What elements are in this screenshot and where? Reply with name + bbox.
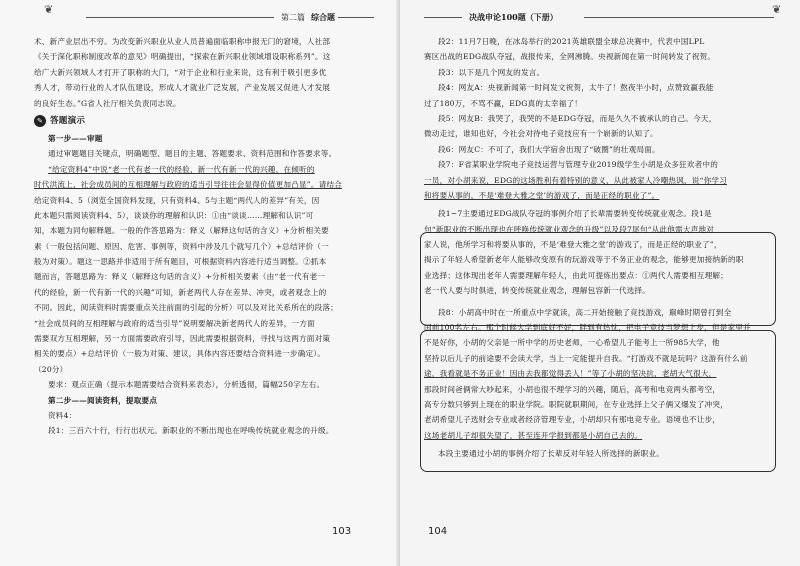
text-line: 给广大新兴领域人才打开了职称的大门，“对于企业和行业来说，这有利于吸引更多优 — [34, 67, 327, 77]
pen-icon: ✎ — [34, 115, 46, 127]
text-line: 段1：三百六十行，行行出状元。新职业的不断出现也在呼唤传统就业观念的升级。 — [48, 426, 334, 436]
header-category: 综合题 — [308, 12, 338, 23]
text-line: 素（一般包括问题、原因、危害、事例等，资料中涉及几个就写几个）+总结评价（一 — [34, 241, 329, 251]
closing-line: 本段主要通过小胡的事例介绍了长辈反对年轻人所选择的新职业。 — [438, 449, 665, 459]
text-line: 那段时间爸俩常大吵起来，小胡也很不理学习的兴趣，随后，高考和电竞两头都考空， — [424, 384, 721, 394]
left-body — [34, 34, 364, 439]
text-line: 一员，对小胡来说，EDG的这场胜利有着特别的意义，从此被家人冷嘲热讽，说“你学习 — [424, 175, 727, 185]
text-line: 资料4： — [48, 410, 77, 420]
text-line: 的良好生态。”G省人社厅相关负责同志说。 — [34, 98, 181, 108]
text-line: 微动走过，谁知也好，今社会对待电子竞技应有一个崭新的认知了。 — [424, 129, 658, 139]
text-line: 般为对策）。题这一思路并非适用于所有题目，可根据资料内容进行适当调整。②抓本 — [34, 257, 327, 267]
text-line: 老胡希望儿子选财会专业或者经济管理专业，小胡却只有那电竞专业。语境也不让步， — [424, 415, 721, 425]
page-number: 104 — [428, 526, 448, 537]
step1-title: 第一步——审题 — [48, 133, 103, 143]
text-line: 《关于深化职称制度改革的意见》明确提出，“探索在新兴职业领域增设职称系列”。这 — [34, 52, 331, 62]
page-number: 103 — [332, 526, 352, 537]
text-line: 国前100名左右。那个时候大学到底好不好，胖到有热忱，把电子竞技当梦想上步，但是家里并 — [424, 323, 751, 333]
summary-line: 业选择；这体现出老年人需要理解年轻人，由此可提炼出要点：①两代人需要相互理解； — [424, 270, 728, 280]
text-line: 要求：观点正确（提示本题需要结合资料来表态），分析透彻，篇幅250字左右。 — [48, 380, 325, 390]
summary-line: 揭示了年轻人希望新老年人能够改变原有的玩游戏等于不务正业的观念，能够更加接纳新的职 — [424, 255, 744, 265]
leaf-icon: ❦ — [44, 3, 54, 16]
text-line: 过了180万，不骂不赢，EDG真的太幸福了！ — [424, 98, 583, 108]
text-line: 此本题只需阅读资料4、5），谈谈你的理解和认识：①由“谈谈……理解和认识”可 — [34, 210, 314, 220]
text-line: 知，本题为同句解释题。一般的作答思路为：释义（解释这句话的含义）+分析相关要 — [34, 226, 329, 236]
text-line: 通过审题题目关键点，明确题型、题目的主题、答题要求、资料范围和作答要求等。 — [48, 149, 337, 159]
text-line: 相关的要点）+总结评价（一般为对策、建议，具体内容还要结合资料进一步确定）。 — [34, 349, 326, 359]
section-title: 答题演示 — [50, 115, 86, 126]
text-line: 途，我看就是不务正业！因由去我都觉得丢人！”等了小胡的坚决抗，老胡大气很大， — [424, 369, 717, 379]
text-line: 这场老胡儿子却很失望了，甚至连开学报到都是小胡自己去的。 — [424, 430, 643, 440]
header-title: 决战申论100题（下册） — [466, 12, 561, 23]
step2-title: 第二步——阅读资料，提取要点 — [48, 395, 158, 405]
text-line: “给定资料4”中说“老一代有老一代的经验，新一代有新一代的兴趣，在倾听的 — [48, 164, 315, 174]
text-line: 段8：小胡高中时在一所重点中学就读，高二开始接触了竞技游戏，巅峰时期曾打到全 — [438, 307, 732, 317]
text-line: 题而言，答题思路为：释义（解释这句话的含义）+分析相关要素（由“老一代有老一 — [34, 272, 326, 282]
text-line: 不同。因此，阅读资料时需要重点关注前面的引起的分析）可以及对比关系所在的段落； — [34, 303, 338, 313]
text-line: 给定资料4、5（浏览全国资料发现，只有资料4、5与主题“两代人的差异”有关，因 — [34, 195, 320, 205]
right-header — [424, 6, 774, 28]
text-line: 和将要从事的，不是‘难登大雅之堂’的游戏了，而是正经的职业了”。 — [424, 190, 660, 200]
summary-line: 老一代人要与时俱进，转变传统就业观念，理解包容新一代选择。 — [424, 286, 651, 296]
right-body — [424, 34, 772, 462]
text-line: 术、新产业层出不穷。为改变新兴职业从业人员普遍面临职称申报无门的窘境，人社部 — [34, 37, 331, 46]
summary-line: 家人说，他所学习和将要从事的，不是‘难登大雅之堂’的游戏了，而是正经的职业了”， — [424, 240, 722, 250]
left-header — [34, 6, 374, 28]
text-line: 赛区出战的EDG战队夺冠，战报传来，全网沸腾。央视新闻在第一时间转发了祝贺。 — [424, 52, 716, 62]
text-line: 不是好你，小胡的父亲是一所中学的历史老师，一心希望儿子能考上一所985大学，他 — [424, 338, 720, 348]
text-line: 高专分数只够到上现在的职业学院。职院就职期间，在专业选择上父子俩又爆发了冲突， — [424, 399, 728, 409]
text-line: 段3：以下是几个网友的发言。 — [438, 67, 545, 77]
section-heading — [34, 113, 364, 130]
right-page — [400, 0, 800, 566]
text-line: 段4：网友A：央视新闻第一时间发文祝贺，太牛了！熬夜半小时，点赞致赢我能 — [438, 83, 714, 93]
leaf-icon: ❦ — [772, 3, 782, 16]
text-line: 坚持以后儿子的前途要不会读大学，当上一定能提升自我。“打游戏不就是玩吗？这游有什么前 — [424, 353, 748, 363]
text-line: 秀人才，带动行业的人才队伍建设，形成人才就业广泛发展，产业发展又促进人才发展 — [34, 83, 331, 93]
text-line: 段5：网友B：我哭了，我哭的不是EDG夺冠，而是久久不被承认的自己。今天， — [438, 113, 717, 123]
text-line: 时代洪流上，社会成员间的互相理解与政府的适当引导往往会显得价值更加凸显”。请结合 — [34, 180, 343, 190]
text-line: 段6：网友C：不可了，我们大学宿舍出现了“破圈”的壮观局面。 — [438, 144, 660, 154]
text-line: （20分） — [34, 364, 68, 374]
text-line: 需要双方互相理解，另一方面需要政府引导，因此需要根据资料，寻找与这两方面对策 — [34, 334, 331, 344]
text-line: 代的经验，新一代有新一代的兴趣”可知，新老两代人存在差异、冲突，或者观念上的 — [34, 287, 327, 297]
summary-line: 句“新职业的不断出现也在呼唤传统就业观念的升级”以及段7尾句“从此他需大声地对 — [424, 224, 715, 234]
text-line: 段7：F省某职业学院电子竞技运营与管理专业2019级学生小胡是众多狂欢者中的 — [438, 160, 719, 170]
header-part: 第二篇 — [278, 12, 308, 23]
text-line: 段2：11月7日晚，在冰岛举行的2021英雄联盟全球总决赛中，代表中国LPL — [438, 37, 705, 46]
summary-line: 段1~7主要通过EDG战队夺冠的事例介绍了长辈需要转变传统就业观念。段1是 — [438, 209, 712, 219]
text-line: “社会成员间的互相理解与政府的适当引导”说明要解决新老两代人的差异，一方面 — [34, 318, 315, 328]
